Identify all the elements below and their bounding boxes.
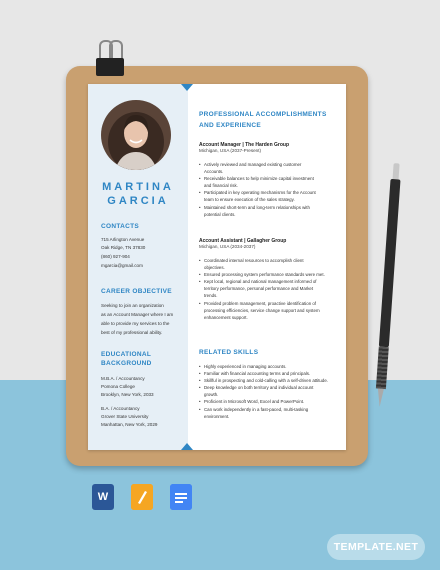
education-title-line2: BACKGROUND [101, 360, 152, 367]
education-school: Pomona College [101, 384, 135, 389]
contacts-title: CONTACTS [101, 223, 140, 230]
career-objective-title: CAREER OBJECTIVE [101, 288, 172, 295]
bullet: • Ensured processing system performance standards were met. [199, 271, 339, 278]
job-subtitle: Michigan, USA (2034-2037) [199, 244, 256, 249]
job-title: Account Manager | The Harden Group [199, 142, 290, 148]
education-school: Grover State University [101, 414, 149, 419]
education-location: Brooklyn, New York, 2033 [101, 392, 154, 397]
contact-city: Oak Ridge, TN 37830 [101, 245, 146, 250]
job-title: Account Assistant | Gallagher Group [199, 238, 287, 244]
job-bullets [199, 257, 339, 321]
education-degree: B.A. / Accountancy [101, 406, 140, 411]
bullet-continued: Accounts. [204, 169, 224, 175]
objective-line: as an Account Manager where I am [101, 312, 174, 317]
bullet: • Proficient in Microsoft Word, Excel and PowerPoint. [199, 398, 339, 405]
job-subtitle: Michigan, USA (2037-Present) [199, 148, 262, 153]
bullet-continued: enhancement support. [204, 314, 248, 320]
bullet: • Can work independently in a fast-paced, multi-tasking [199, 406, 339, 413]
bullet: • Actively reviewed and managed existing customer [199, 161, 339, 168]
divider-marker-top [181, 84, 193, 91]
bullet-continued: processing efficiencies, service change support and system [204, 307, 320, 313]
job-bullets [199, 161, 339, 218]
bullet-continued: objectives. [204, 265, 225, 271]
skills-title: RELATED SKILLS [199, 349, 259, 356]
job-entry [199, 238, 339, 321]
bullet: • Familiar with financial accounting terms and principals. [199, 370, 339, 377]
bullet: • Receivable balances to help minimize capital investment [199, 175, 339, 182]
last-name: GARCIA [107, 195, 169, 207]
google-docs-icon[interactable] [170, 484, 192, 510]
bullet: • Skillful in prospecting and cold-calling with a self-driven attitude. [199, 377, 339, 384]
job-entry [199, 142, 339, 218]
contact-email: mgarcia@gmail.com [101, 263, 143, 268]
education-title-line1: EDUCATIONAL [101, 351, 152, 358]
education-location: Manhattan, New York, 2029 [101, 422, 158, 427]
skills-list [199, 363, 339, 420]
education-degree: M.B.A. / Accountancy [101, 376, 145, 381]
contact-address: 715 Arlington Avenue [101, 237, 145, 242]
resume-paper [88, 84, 346, 450]
first-name: MARTINA [102, 181, 174, 193]
bullet: • Provided problem management, proactive identification of [199, 300, 339, 307]
bullet: • Deep knowledge on both territory and individual account [199, 384, 339, 391]
skills-bullets [199, 363, 339, 420]
pages-icon[interactable] [131, 484, 153, 510]
word-icon[interactable]: W [92, 484, 114, 510]
bullet: • Kept local, regional and national management informed of [199, 278, 339, 285]
bullet: • Highly experienced in managing accounts. [199, 363, 339, 370]
bullet-continued: territory performance, personal performance and Market [204, 286, 314, 292]
bullet-continued: trends. [204, 293, 218, 299]
template-net-badge[interactable]: TEMPLATE.NET [327, 534, 425, 560]
binder-clip [96, 40, 124, 80]
bullet-continued: environment. [204, 413, 230, 419]
experience-title-line2: AND EXPERIENCE [199, 122, 261, 129]
bullet-continued: growth. [204, 392, 219, 398]
divider-marker-bottom [181, 443, 193, 450]
bullet-continued: team to ensure execution of the sales strategy. [204, 197, 295, 203]
profile-photo [101, 100, 171, 170]
objective-line: best of my professional ability. [101, 330, 163, 335]
bullet: • Coordinated internal resources to accomplish client [199, 257, 339, 264]
bullet: • Participated in key operating mechanisms for the Account [199, 189, 339, 196]
bullet-continued: and financial risk. [204, 183, 238, 189]
bullet-continued: potential clients. [204, 211, 236, 217]
contact-phone: (860) 927-904 [101, 254, 130, 259]
bullet: • Maintained short-term and long-term relationships with [199, 204, 339, 211]
objective-line: able to provide my services to the [101, 321, 170, 326]
objective-line: Seeking to join an organization [101, 303, 164, 308]
experience-title-line1: PROFESSIONAL ACCOMPLISHMENTS [199, 111, 327, 118]
